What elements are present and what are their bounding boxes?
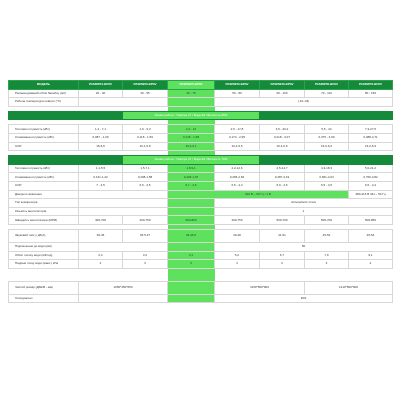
spec-value-empty bbox=[79, 98, 168, 107]
spec-row bbox=[9, 199, 393, 208]
spec-value: 6,9 - 4,6 bbox=[260, 181, 305, 190]
spec-row bbox=[9, 98, 393, 107]
spec-value-empty bbox=[168, 242, 215, 251]
spec-row bbox=[9, 173, 393, 182]
spec-value-empty bbox=[79, 207, 168, 216]
spec-value: 5,2 bbox=[215, 251, 260, 260]
spec-value: 3 bbox=[305, 260, 349, 269]
spec-row bbox=[9, 229, 393, 242]
spec-value: 1210*500*900 bbox=[305, 281, 393, 294]
spec-value: 70 - 110 bbox=[305, 89, 349, 98]
spec-value: 0,218 - 3,07 bbox=[260, 133, 305, 142]
spec-value: 0,225-1,97 bbox=[168, 173, 215, 182]
spec-value-empty bbox=[79, 242, 168, 251]
spec-value: 0,131-1,22 bbox=[79, 173, 123, 182]
section-title: Умови роботи : Повітря 15 / Вода 26 / Вологість 70% bbox=[123, 156, 260, 165]
header-row bbox=[9, 81, 393, 90]
spec-row bbox=[9, 164, 393, 173]
header-model: МОДЕЛЬ bbox=[9, 81, 79, 90]
spec-value: 3,2 bbox=[123, 251, 168, 260]
spec-value-empty bbox=[168, 294, 215, 303]
spec-value-empty bbox=[168, 98, 215, 107]
spec-value: 36.5-47 bbox=[123, 229, 168, 242]
spec-value: 45-52 bbox=[305, 229, 349, 242]
spec-value: 400-750 bbox=[123, 216, 168, 225]
spec-value: 1,8-9,1 bbox=[168, 164, 215, 173]
spec-row bbox=[9, 190, 393, 199]
spec-row bbox=[9, 181, 393, 190]
spec-label: Тип компресора bbox=[9, 199, 79, 208]
spec-value: 1,9 - 9,3 bbox=[123, 125, 168, 134]
spec-value-empty bbox=[168, 207, 215, 216]
spec-value-span: Atmospheric стиск bbox=[215, 199, 393, 208]
spec-value: 7,3-27,5 bbox=[349, 125, 393, 134]
spec-row bbox=[9, 125, 393, 134]
section-cell bbox=[260, 156, 393, 165]
spec-value: 7,9 bbox=[305, 251, 349, 260]
spec-label: Рекомендований об'єм басейну (м3) bbox=[9, 89, 79, 98]
spec-row bbox=[9, 260, 393, 269]
spec-value: 400-750 bbox=[215, 216, 260, 225]
spec-value-span: R32 bbox=[215, 294, 393, 303]
spec-value: 16,0-5,9 bbox=[349, 142, 393, 151]
spec-value: 4 bbox=[215, 260, 260, 269]
spec-row bbox=[9, 89, 393, 98]
spec-row bbox=[9, 216, 393, 225]
spec-value: 3 bbox=[123, 260, 168, 269]
spec-row bbox=[9, 142, 393, 151]
spec-value: 80 - 150 bbox=[349, 89, 393, 98]
spec-value: 0,265-2,84 bbox=[215, 173, 260, 182]
spec-value-empty bbox=[168, 199, 215, 208]
spec-value: 4,3-18,3 bbox=[305, 164, 349, 173]
header-model-name: PASRW40-BPAV bbox=[260, 81, 305, 90]
spec-value: 1050*450*650 bbox=[79, 281, 168, 294]
spec-value-empty bbox=[79, 190, 168, 199]
spec-row bbox=[9, 133, 393, 142]
spec-value: 36-45 bbox=[79, 229, 123, 242]
spec-label: Робоча температура повітря (°C) bbox=[9, 98, 79, 107]
spec-label: Споживана потужність (кВт) bbox=[9, 173, 79, 182]
spec-value: 41-51 bbox=[260, 229, 305, 242]
spec-label: Теплова потужність (кВт) bbox=[9, 125, 79, 134]
spec-label: Підключення до води (мм) bbox=[9, 242, 79, 251]
spec-value: 380-415 В /3Н ~ 50 Гц bbox=[349, 190, 393, 199]
spec-value: 39-46,5 bbox=[168, 229, 215, 242]
spec-label: Звуковий тиск у дБ(А) bbox=[9, 229, 79, 242]
spec-value: 16,1-5,8 bbox=[123, 142, 168, 151]
spec-value: 2,5-14,7 bbox=[260, 164, 305, 173]
spec-value-span: 220 В ~ 50 Гц / 1 Ф bbox=[168, 190, 349, 199]
spec-value: 40 - 75 bbox=[168, 89, 215, 98]
spec-value: 3,5 - 20,2 bbox=[260, 125, 305, 134]
spec-value: 1150*500*900 bbox=[215, 281, 305, 294]
section-cell bbox=[9, 111, 123, 120]
spec-value: 16,0-6,0 bbox=[305, 142, 349, 151]
spec-value: 0,375 - 3,99 bbox=[305, 133, 349, 142]
spec-value-span: (-10~43) bbox=[215, 98, 393, 107]
spec-value: 3 bbox=[168, 260, 215, 269]
header-model-name: PASRW70-BPAV bbox=[349, 81, 393, 90]
spec-value: 2,2-12,6 bbox=[215, 164, 260, 173]
spec-label: Обсяг потоку води (м3/год) bbox=[9, 251, 79, 260]
spec-label: Чистий розмір (Д/Ш/В - мм) bbox=[9, 281, 79, 294]
spec-value: 2,5 - 17,8 bbox=[215, 125, 260, 134]
spec-value-empty bbox=[168, 281, 215, 294]
header-model-name: PASRW20-BPAV bbox=[123, 81, 168, 90]
spec-value: 3 bbox=[260, 260, 305, 269]
spec-value: 5,5 - 24 bbox=[305, 125, 349, 134]
spec-value: 500-700 bbox=[260, 216, 305, 225]
spec-label: Споживана потужність (кВт) bbox=[9, 133, 79, 142]
spec-label: COP bbox=[9, 181, 79, 190]
spec-label: Кількість вентиляторів bbox=[9, 207, 79, 216]
spec-value-span: 50 bbox=[215, 242, 393, 251]
section-title: Умови роботи : Повітря 27 / Вода 26 / Вологість 80% bbox=[123, 111, 260, 120]
spec-value: 4 bbox=[349, 260, 393, 269]
spec-label: COP bbox=[9, 142, 79, 151]
spec-value: 50 - 80 bbox=[215, 89, 260, 98]
spec-value: 0,769-4,82 bbox=[349, 173, 393, 182]
spec-value: 16-6,5 bbox=[79, 142, 123, 151]
spec-table bbox=[8, 80, 393, 303]
spec-value: 500-850 bbox=[349, 216, 393, 225]
spec-value: 500-700 bbox=[305, 216, 349, 225]
spec-value: 2,4 - 12 bbox=[168, 125, 215, 134]
spec-label: Швидкість вентилятора (RPM) bbox=[9, 216, 79, 225]
spec-value-empty bbox=[79, 199, 168, 208]
spec-value: 4,1 bbox=[168, 251, 215, 260]
spec-value: 6,7 - 4,6 bbox=[168, 181, 215, 190]
spec-value: 60 - 100 bbox=[260, 89, 305, 98]
spec-value: 30 - 55 bbox=[123, 89, 168, 98]
spec-value: 45-54 bbox=[349, 229, 393, 242]
spec-value: 0,087 - 1,09 bbox=[79, 133, 123, 142]
spec-value: 0,208-1,58 bbox=[123, 173, 168, 182]
spec-value: 600-800 bbox=[168, 216, 215, 225]
spec-value: 16,3-6,5 bbox=[215, 142, 260, 151]
section-cell bbox=[9, 156, 123, 165]
spec-value: 400-700 bbox=[79, 216, 123, 225]
header-model-name: PASRW50-BPAV bbox=[305, 81, 349, 90]
spec-value: 16,3-6,6 bbox=[260, 142, 305, 151]
spec-label: Джерело живлення bbox=[9, 190, 79, 199]
spec-row bbox=[9, 242, 393, 251]
spec-value: 1,5-7,1 bbox=[123, 164, 168, 173]
spec-row bbox=[9, 281, 393, 294]
spec-value: 0,174 - 2,95 bbox=[215, 133, 260, 142]
spec-value: 16,3-6,1 bbox=[168, 142, 215, 151]
spec-value: 6,5 - 4,5 bbox=[305, 181, 349, 190]
spec-value-span: 1 bbox=[215, 207, 393, 216]
spec-value: 6,5 - 4,4 bbox=[349, 181, 393, 190]
spec-value: 5,0-21,2 bbox=[349, 164, 393, 173]
header-model-name: PASRW25-BPAV bbox=[168, 81, 215, 90]
spec-value: 6,5 - 4,5 bbox=[123, 181, 168, 190]
spec-value: 0,145 - 1,98 bbox=[168, 133, 215, 142]
spec-value: 6,7 bbox=[260, 251, 305, 260]
spec-value: 0,287-3,19 bbox=[260, 173, 305, 182]
section-cell bbox=[260, 111, 393, 120]
spec-label: Холодоагент bbox=[9, 294, 79, 303]
spec-row bbox=[9, 251, 393, 260]
spec-label: Теплова потужність (кВт) bbox=[9, 164, 79, 173]
spec-value: 6,5 - 4,4 bbox=[215, 181, 260, 190]
spec-label: Падіння тиску води (макс.) кПа bbox=[9, 260, 79, 269]
spec-value: 2,4 bbox=[79, 251, 123, 260]
spec-value: 1,4 - 7,1 bbox=[79, 125, 123, 134]
spec-value: 0,661-4,04 bbox=[305, 173, 349, 182]
spec-value: 1,1-5,5 bbox=[79, 164, 123, 173]
header-model-name: PASRW30-BPAV bbox=[215, 81, 260, 90]
header-model-name: PASRW15-BPAV bbox=[79, 81, 123, 90]
spec-value-empty bbox=[79, 294, 168, 303]
section-row bbox=[9, 156, 393, 165]
spec-row bbox=[9, 294, 393, 303]
spec-value: 0,488-4,71 bbox=[349, 133, 393, 142]
spec-value: 9,1 bbox=[349, 251, 393, 260]
spec-row bbox=[9, 207, 393, 216]
spec-value: 7 - 4,5 bbox=[79, 181, 123, 190]
spec-value: 20 - 40 bbox=[79, 89, 123, 98]
spec-value: 40-48 bbox=[215, 229, 260, 242]
section-row bbox=[9, 111, 393, 120]
spec-value: 0,118 - 1,59 bbox=[123, 133, 168, 142]
spec-value: 2 bbox=[79, 260, 123, 269]
